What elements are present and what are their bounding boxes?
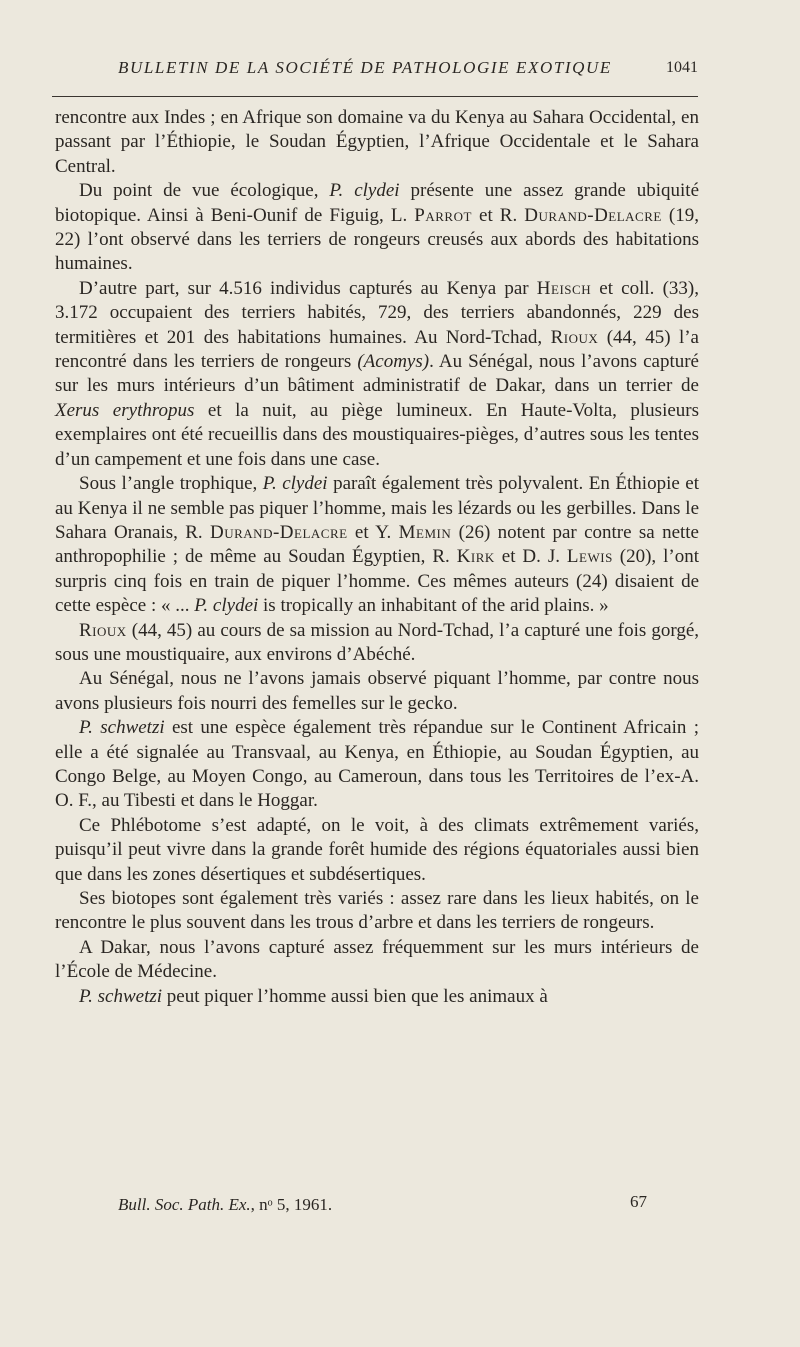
author-name: Parrot (414, 204, 472, 226)
header-rule (52, 96, 698, 97)
italic-text: (Acomys) (357, 351, 430, 373)
text-run: is tropically an inhabitant of the arid plains. » (258, 595, 609, 617)
text-run: (44, 45) au cours de sa mission au Nord-Tchad, l’a capturé une fois gorgé, sous une moustiquaire, aux environs d’Abéché. (55, 619, 699, 665)
text-run: Ce Phlébotome s’est adapté, on le voit, à des climats extrêmement variés, puisqu’il peut vivre dans la grande forêt humide des régions équatoriales aussi bien que dans les zones désertiques et subdésertiques. (55, 814, 699, 885)
italic-text: P. clydei (329, 180, 400, 202)
author-name: Durand-Delacre (210, 521, 348, 543)
italic-text: Xerus erythropus (55, 399, 195, 421)
text-run: A Dakar, nous l’avons capturé assez fréquemment sur les murs intérieurs de l’École de Médecine. (55, 936, 699, 983)
text-run: (44, 45) l’a rencontré dans les terriers de rongeurs (55, 326, 699, 373)
text-run: est une espèce également très répandue sur le Continent Africain ; elle a été signalée au Transvaal, au Kenya, en Éthiopie, au Soudan Égyptien, au Congo Belge, au Moyen Congo, au Cameroun, dans tous les Territoires de l’ex-A. O. F., au Tibesti et dans le Hoggar. (55, 717, 699, 812)
text-run: et la nuit, au piège lumineux. En Haute-Volta, plusieurs exemplaires ont été recueillis dans des moustiquaires-pièges, d’autres sous les tentes d’un campement et une fois dans une case. (55, 399, 700, 470)
paragraph (55, 887, 699, 936)
footer-issue: , nᵒ 5, 1961. (250, 1195, 333, 1214)
footer-citation: Bull. Soc. Path. Ex. (118, 1195, 251, 1214)
paragraph (55, 716, 699, 814)
text-run: et R. (471, 204, 525, 226)
paragraph (55, 619, 699, 668)
page-number: 1041 (666, 59, 698, 76)
author-name: Heisch (536, 277, 592, 299)
paragraph (55, 179, 699, 277)
author-name: Durand-Delacre (524, 204, 662, 226)
text-run: D’autre part, sur 4.516 individus capturés au Kenya par (79, 277, 537, 299)
paragraph (55, 814, 699, 887)
author-name: Kirk (456, 546, 495, 568)
paragraph (55, 106, 699, 179)
text-run: Du point de vue écologique, (79, 180, 330, 202)
author-name: Memin (398, 521, 452, 543)
text-run: et coll. (33), 3.172 occupaient des terriers habités, 729, des terriers abandonnés, 229 des termitières et 201 des habitations humaines. Au Nord-Tchad, (55, 277, 700, 348)
text-run: paraît également très polyvalent. En Éthiopie et au Kenya il ne semble pas piquer l’homme, mais les lézards ou les gerbilles. Dans le Sahara Oranais, R. (55, 473, 700, 543)
text-run: peut piquer l’homme aussi bien que les animaux à (162, 985, 548, 1007)
paragraph (55, 985, 699, 1009)
text-run: Sous l’angle trophique, (79, 473, 263, 495)
text-run: Ses biotopes sont également très variés : assez rare dans les lieux habités, on le rencontre le plus souvent dans les trous d’arbre et dans les terriers de rongeurs. (55, 888, 699, 934)
author-name: Rioux (79, 619, 127, 641)
author-name: Lewis (566, 546, 613, 568)
paragraph (55, 277, 699, 472)
text-run: rencontre aux Indes ; en Afrique son domaine va du Kenya au Sahara Occidental, en passant par l’Éthiopie, le Soudan Égyptien, l’Afrique Occidentale et le Sahara Central. (55, 107, 699, 177)
author-name: Rioux (550, 326, 599, 348)
body-text (55, 106, 699, 1009)
text-run: présente une assez grande ubiquité biotopique. Ainsi à Beni-Ounif de Figuig, L. (55, 180, 700, 226)
text-run: Au Sénégal, nous ne l’avons jamais observé piquant l’homme, par contre nous avons plusieurs fois nourri des femelles sur le gecko. (55, 668, 699, 714)
italic-text: P. clydei (194, 595, 259, 617)
text-run: (20), l’ont surpris cinq fois en train de piquer l’homme. Ces mêmes auteurs (24) disaient de cette espèce : « ... (55, 546, 699, 617)
italic-text: P. schwetzi (79, 985, 163, 1007)
text-run: (19, 22) l’ont observé dans les terriers de rongeurs creusés aux abords des habitations humaines. (55, 204, 699, 275)
page-footer (118, 1192, 658, 1215)
paragraph (55, 936, 699, 985)
running-title: BULLETIN DE LA SOCIÉTÉ DE PATHOLOGIE EXOTIQUE (118, 58, 612, 77)
paragraph (55, 472, 699, 618)
signature-mark: 67 (630, 1192, 647, 1211)
page-header (52, 58, 700, 88)
text-run: . Au Sénégal, nous l’avons capturé sur les murs intérieurs d’un bâtiment administratif de Dakar, dans un terrier de (55, 351, 699, 397)
text-run: (26) notent par contre sa nette anthropophilie ; de même au Soudan Égyptien, R. (55, 521, 699, 568)
text-run: et Y. (347, 521, 399, 543)
italic-text: P. clydei (262, 473, 328, 495)
text-run: et D. J. (494, 546, 567, 568)
italic-text: P. schwetzi (79, 717, 165, 739)
paragraph (55, 667, 699, 716)
